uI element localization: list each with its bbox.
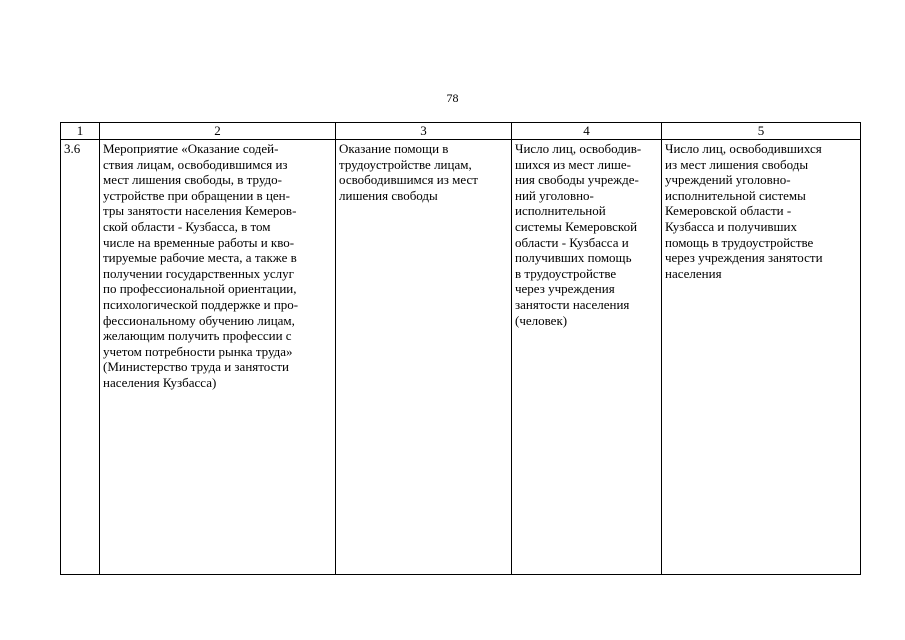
header-cell-5: 5: [662, 123, 861, 140]
row-number-cell: 3.6: [61, 140, 100, 575]
goal-cell: Оказание помощи в трудоустройстве лицам, освободившимся из мест лишения свободы: [336, 140, 512, 575]
indicator-cell: Число лиц, освободив- шихся из мест лише- ния свободы учрежде- ний уголовно- исполнительной системы Кемеровской области - Кузбасса и получивших помощь в трудоустройстве через учреждения занятости населения (человек): [512, 140, 662, 575]
table-row: [61, 140, 861, 575]
measures-table: [60, 122, 861, 575]
table-body: [61, 140, 861, 575]
page-number: 78: [446, 91, 459, 105]
header-cell-1: 1: [61, 123, 100, 140]
header-row: [61, 123, 861, 140]
header-cell-2: 2: [100, 123, 336, 140]
table-header: [61, 123, 861, 140]
header-cell-3: 3: [336, 123, 512, 140]
header-cell-4: 4: [512, 123, 662, 140]
definition-cell: Число лиц, освободившихся из мест лишения свободы учреждений уголовно- исполнительной системы Кемеровской области - Кузбасса и получивших помощь в трудоустройстве через учреждения занятости населения: [662, 140, 861, 575]
activity-cell: Мероприятие «Оказание содей- ствия лицам, освободившимся из мест лишения свободы, в трудо- устройстве при обращении в цен- тры занятости населения Кемеров- ской области - Кузбасса, в том числе на временные работы и кво- тируемые рабочие места, а также в получении государственных услуг по профессиональной ориентации, психологической поддержке и про- фессиональному обучению лицам, желающим получить профессии с учетом потребности рынка труда» (Министерство труда и занятости населения Кузбасса): [100, 140, 336, 575]
